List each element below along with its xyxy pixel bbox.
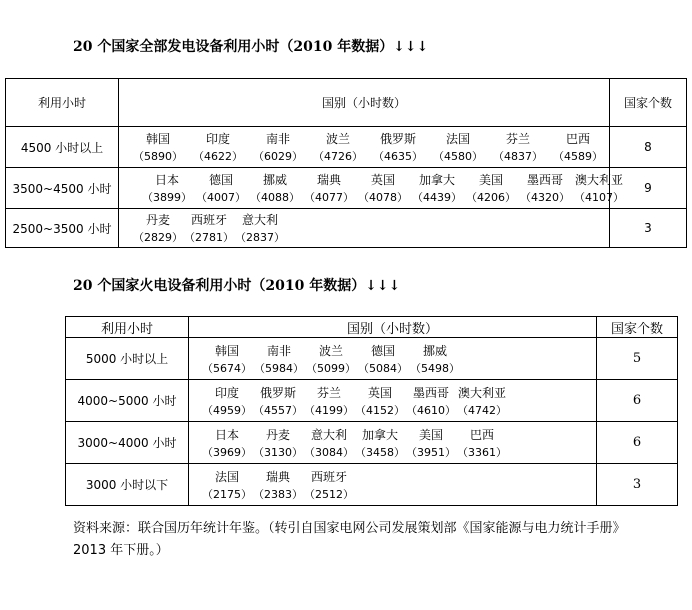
country-hours: （3899） (142, 191, 192, 204)
country-name: 韩国 (145, 132, 170, 146)
country-hours: （2383） (253, 487, 303, 501)
country-list (202, 342, 460, 376)
country-name: 英国 (367, 385, 392, 400)
country-hours: （4152） (355, 403, 405, 417)
country-hours: （4078） (358, 191, 408, 204)
country-hours: （2512） (304, 487, 354, 501)
country-name: 波兰 (325, 132, 350, 146)
country-list (133, 130, 603, 164)
countries-cell (119, 127, 610, 168)
country-name: 墨西哥 (526, 173, 563, 187)
header-countries: 国别（小时数） (189, 317, 597, 338)
country-name: 日本 (214, 427, 239, 442)
table1-title: 20 个国家全部发电设备利用小时（2010 年数据）↓↓↓ (73, 39, 429, 55)
country-name: 澳大利亚 (457, 385, 506, 400)
table-row (6, 209, 687, 248)
header-hours: 利用小时 (66, 317, 189, 338)
country-hours: （4007） (196, 191, 246, 204)
country-hours: （5498） (410, 361, 460, 375)
hours-range-cell: 4000~5000 小时 (66, 380, 189, 422)
country-hours: （4107） (574, 191, 624, 204)
country-name: 加拿大 (361, 427, 398, 442)
country-hours: （4557） (253, 403, 303, 417)
country-name: 瑞典 (316, 173, 341, 187)
country-hours: （4610） (406, 403, 456, 417)
table2-title: 20 个国家火电设备利用小时（2010 年数据）↓↓↓ (73, 278, 401, 294)
country-name: 芬兰 (316, 385, 341, 400)
total-generation-table (5, 78, 687, 248)
country-hours: （5890） (133, 150, 183, 163)
country-name: 法国 (445, 132, 470, 146)
country-hours: （4837） (493, 150, 543, 163)
countries-cell (189, 338, 597, 380)
country-hours: （4580） (433, 150, 483, 163)
country-name: 韩国 (214, 343, 239, 358)
country-count-cell: 3 (597, 464, 678, 506)
country-name: 丹麦 (145, 213, 170, 227)
country-name: 俄罗斯 (259, 385, 296, 400)
country-hours: （2829） (133, 231, 183, 244)
country-name: 南非 (266, 343, 291, 358)
country-list (142, 171, 624, 205)
country-hours: （4439） (412, 191, 462, 204)
countries-cell (189, 422, 597, 464)
thermal-generation-table (65, 316, 678, 506)
hours-range-cell: 3500~4500 小时 (6, 168, 119, 209)
table-row (66, 338, 678, 380)
country-name: 西班牙 (310, 469, 347, 484)
country-name: 美国 (418, 427, 443, 442)
country-hours: （4206） (466, 191, 516, 204)
country-count-cell: 9 (610, 168, 687, 209)
country-name: 加拿大 (418, 173, 455, 187)
country-list (202, 426, 507, 460)
country-hours: （4726） (313, 150, 363, 163)
country-hours: （3130） (253, 445, 303, 459)
country-count-cell: 8 (610, 127, 687, 168)
table-header-row (66, 317, 678, 338)
country-name: 俄罗斯 (379, 132, 416, 146)
country-hours: （4589） (553, 150, 603, 163)
country-count-cell: 5 (597, 338, 678, 380)
country-name: 波兰 (318, 343, 343, 358)
hours-range-cell: 5000 小时以上 (66, 338, 189, 380)
hours-range-cell: 3000 小时以下 (66, 464, 189, 506)
country-hours: （4320） (520, 191, 570, 204)
header-hours: 利用小时 (6, 79, 119, 127)
table-row (6, 127, 687, 168)
country-hours: （5674） (202, 361, 252, 375)
country-name: 挪威 (262, 173, 287, 187)
table-header-row (6, 79, 687, 127)
hours-range-cell: 2500~3500 小时 (6, 209, 119, 248)
country-hours: （6029） (253, 150, 303, 163)
table-row (6, 168, 687, 209)
header-countries: 国别（小时数） (119, 79, 610, 127)
country-name: 澳大利亚 (574, 173, 623, 187)
country-name: 巴西 (469, 427, 494, 442)
countries-cell (189, 464, 597, 506)
header-count: 国家个数 (610, 79, 687, 127)
country-hours: （4088） (250, 191, 300, 204)
table-row (66, 380, 678, 422)
country-hours: （4622） (193, 150, 243, 163)
country-hours: （3084） (304, 445, 354, 459)
country-name: 日本 (154, 173, 179, 187)
table-row (66, 422, 678, 464)
country-name: 南非 (265, 132, 290, 146)
country-hours: （2781） (184, 231, 234, 244)
table-row (66, 464, 678, 506)
country-name: 英国 (370, 173, 395, 187)
country-hours: （3458） (355, 445, 405, 459)
country-name: 意大利 (241, 213, 278, 227)
countries-cell (119, 168, 624, 209)
country-hours: （4199） (304, 403, 354, 417)
country-name: 巴西 (565, 132, 590, 146)
country-name: 芬兰 (505, 132, 530, 146)
country-hours: （5084） (358, 361, 408, 375)
country-hours: （3969） (202, 445, 252, 459)
country-hours: （3361） (457, 445, 507, 459)
country-name: 丹麦 (265, 427, 290, 442)
country-name: 瑞典 (265, 469, 290, 484)
source-note: 资料来源：联合国历年统计年鉴。（转引自国家电网公司发展策划部《国家能源与电力统计手册》2013 年下册。） (73, 521, 626, 558)
country-name: 西班牙 (190, 213, 227, 227)
country-list (202, 384, 507, 418)
countries-cell (189, 380, 597, 422)
country-count-cell: 6 (597, 380, 678, 422)
country-hours: （4742） (457, 403, 507, 417)
country-name: 法国 (214, 469, 239, 484)
country-hours: （3951） (406, 445, 456, 459)
country-hours: （4635） (373, 150, 423, 163)
country-name: 挪威 (422, 343, 447, 358)
country-list (133, 211, 285, 245)
hours-range-cell: 4500 小时以上 (6, 127, 119, 168)
country-name: 美国 (478, 173, 503, 187)
country-name: 墨西哥 (412, 385, 449, 400)
hours-range-cell: 3000~4000 小时 (66, 422, 189, 464)
country-name: 印度 (214, 385, 239, 400)
country-hours: （5099） (306, 361, 356, 375)
country-name: 意大利 (310, 427, 347, 442)
country-hours: （4077） (304, 191, 354, 204)
country-count-cell: 3 (610, 209, 687, 248)
country-hours: （4959） (202, 403, 252, 417)
header-count: 国家个数 (597, 317, 678, 338)
country-list (202, 468, 354, 502)
country-count-cell: 6 (597, 422, 678, 464)
country-hours: （2837） (235, 231, 285, 244)
country-hours: （2175） (202, 487, 252, 501)
country-hours: （5984） (254, 361, 304, 375)
country-name: 德国 (208, 173, 233, 187)
country-name: 德国 (370, 343, 395, 358)
countries-cell (119, 209, 610, 248)
country-name: 印度 (205, 132, 230, 146)
